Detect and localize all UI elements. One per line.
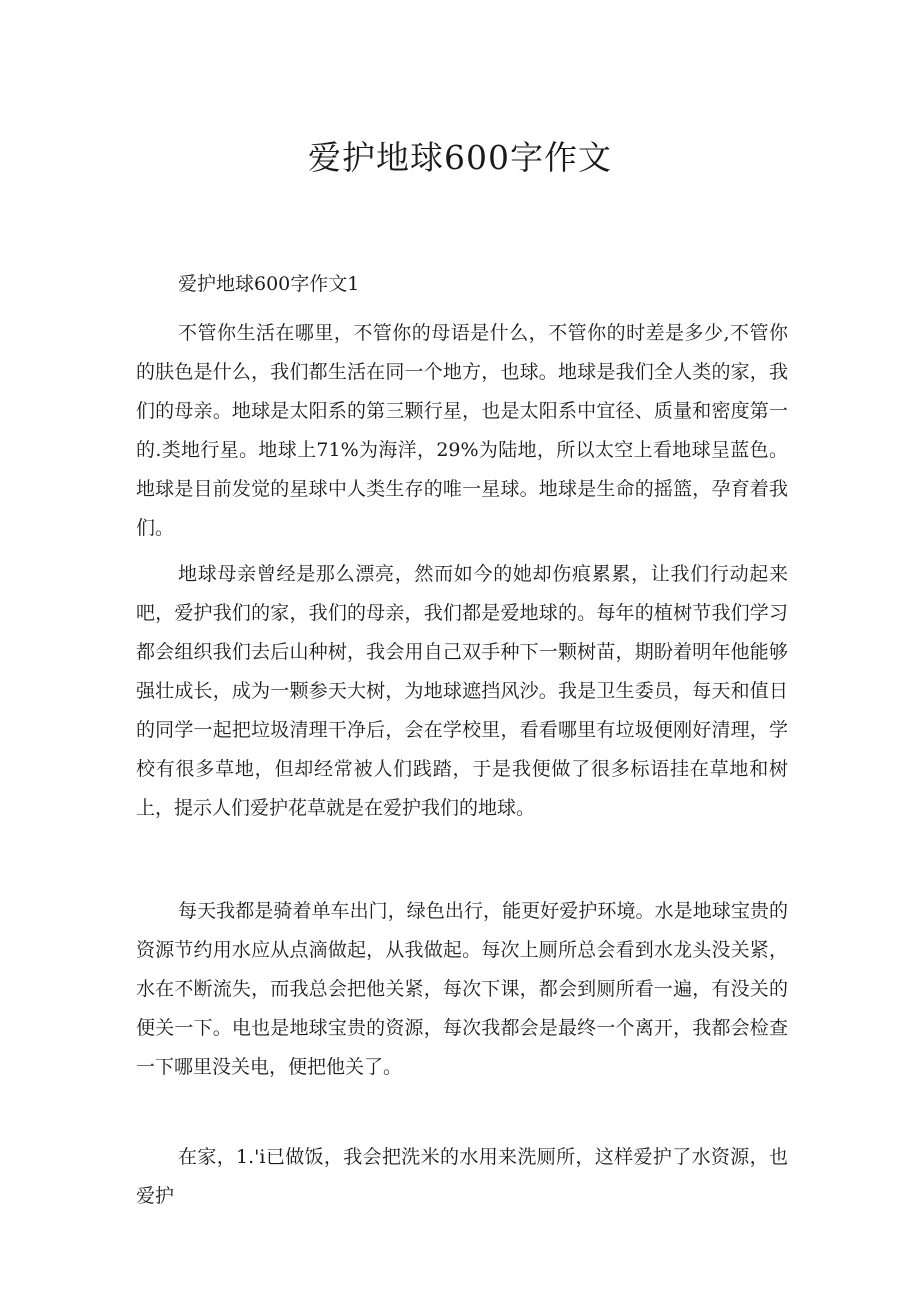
- paragraph-1: 不管你生活在哪里，不管你的母语是什么，不管你的时差是多少,不管你的肤色是什么，我们都生活在同一个地方，也球。地球是我们全人类的家，我们的母亲。地球是太阳系的第三颗行星，也是太阳系中宜径、质量和密度第一的.类地行星。地球上71%为海洋，29%为陆地，所以太空上看地球呈蓝色。地球是目前发觉的星球中人类生存的唯一星球。地球是生命的摇篮，孕育着我们。: [136, 322, 788, 539]
- essay-subtitle: 爱护地球600字作文1: [178, 273, 360, 295]
- paragraph-2: 地球母亲曾经是那么漂亮，然而如今的她却伤痕累累，让我们行动起来吧，爱护我们的家，我们的母亲，我们都是爱地球的。每年的植树节我们学习都会组织我们去后山种树，我会用自己双手种下一颗树苗，期盼着明年他能够强壮成长，成为一颗参天大树，为地球遮挡风沙。我是卫生委员，每天和值日的同学一起把垃圾清理干净后，会在学校里，看看哪里有垃圾便刚好清理，学校有很多草地，但却经常被人们践踏，于是我便做了很多标语挂在草地和树上，提示人们爱护花草就是在爱护我们的地球。: [136, 563, 788, 819]
- document-title: 爱护地球600字作文: [308, 138, 612, 177]
- paragraph-3: 每天我都是骑着单车出门，绿色出行，能更好爱护环境。水是地球宝贵的资源节约用水应从点滴做起，从我做起。每次上厕所总会看到水龙头没关紧，水在不断流失，而我总会把他关紧，每次下课，都会到厕所看一遍，有没关的便关一下。电也是地球宝贵的资源，每次我都会是最终一个离开，我都会检查一下哪里没关电，便把他关了。: [136, 900, 788, 1078]
- paragraph-4: 在家，1.'i已做饭，我会把洗米的水用来洗厕所，这样爱护了水资源，也爱护: [136, 1146, 788, 1207]
